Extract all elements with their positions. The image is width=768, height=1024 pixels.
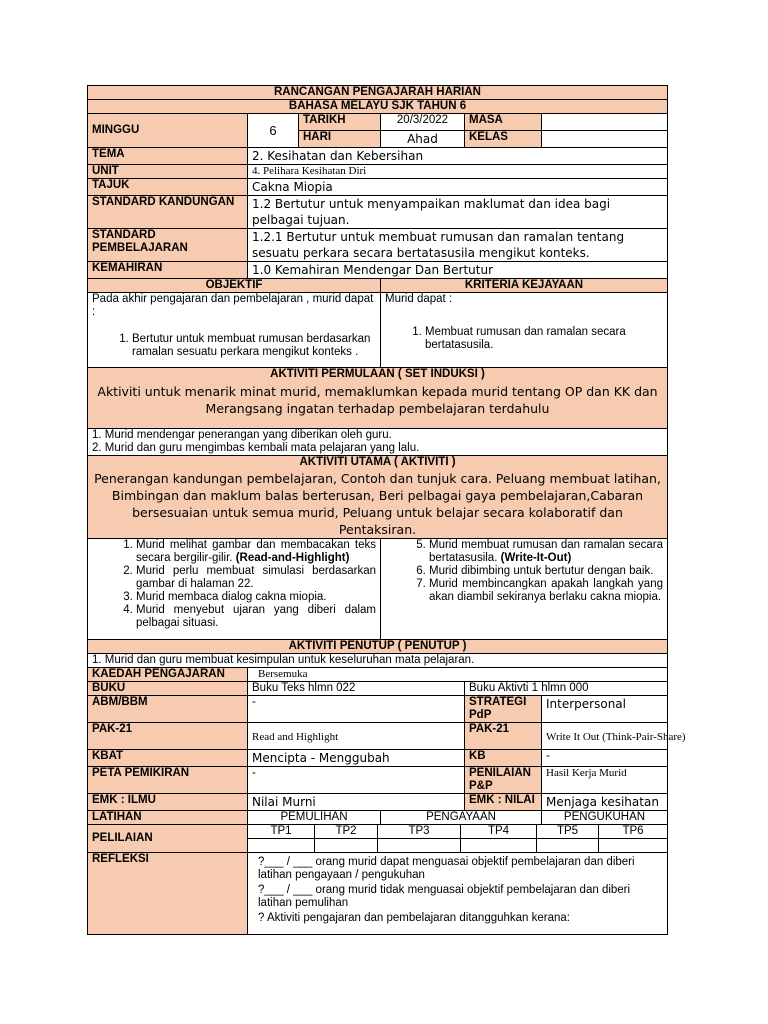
hari-value: Ahad [381,131,465,148]
buku-value-2: Buku Aktivti 1 hlmn 000 [465,681,668,695]
tp4-header: TP4 [461,824,537,838]
permulaan-lines [88,428,668,455]
plan-title: RANCANGAN PENGAJARAH HARIAN [88,86,668,100]
objektif-cell [88,293,381,368]
utama-left-cell [88,538,381,639]
read-and-highlight-tag: (Read-and-Highlight) [235,551,350,564]
kaedah-value: Bersemuka [248,667,668,681]
pelilaian-table [87,824,668,935]
kemahiran-value: 1.0 Kemahiran Mendengar Dan Bertutur [248,262,668,279]
lesson-plan-table [87,85,686,825]
masa-value [542,114,668,131]
tajuk-value: Cakna Miopia [248,179,668,196]
penilaian-value: Hasil Kerja Murid [542,766,668,793]
kelas-value [542,131,668,148]
peta-value: - [248,766,465,793]
tp3-cell [378,838,461,852]
strategi-label: STRATEGI PdP [465,695,542,722]
minggu-label: MINGGU [88,114,248,148]
tp5-cell [537,838,599,852]
permulaan-heading: AKTIVITI PERMULAAN ( SET INDUKSI ) [88,368,668,382]
buku-value-1: Buku Teks hlmn 022 [248,681,465,695]
lesson-plan-page [87,85,686,935]
utama-right-cell [381,538,668,639]
masa-label: MASA [465,114,542,131]
refleksi-line-1: ?___ / ___ orang murid dapat menguasai objektif pembelajaran dan diberi latihan pengayaan / pengukuhan [258,855,635,881]
strategi-value: Interpersonal [542,695,668,722]
tema-value: 2. Kesihatan dan Kebersihan [248,148,668,165]
utama-item-1: 1. Murid melihat gambar dan membacakan teks secara bergilir-gilir. (Read-and-Highlight) [136,539,376,565]
tema-label: TEMA [88,148,248,165]
unit-value: 4. Pelihara Kesihatan Diri [248,165,668,179]
sk-value: 1.2 Bertutur untuk menyampaikan maklumat dan idea bagi pelbagai tujuan. [248,196,668,229]
emk-ilmu-value: Nilai Murni [248,793,465,810]
buku-label: BUKU [88,681,248,695]
kriteria-item: 1. Membuat rumusan dan ramalan secara bertatasusila. [425,326,663,352]
hari-label: HARI [299,131,381,148]
objektif-intro: Pada akhir pengajaran dan pembelajaran , murid dapat : [92,293,374,318]
sk-label: STANDARD KANDUNGAN [88,196,248,229]
tp6-cell [599,838,668,852]
emk-nilai-value: Menjaga kesihatan [542,793,668,810]
utama-heading: AKTIVITI UTAMA ( AKTIVITI ) [88,455,668,469]
write-it-out-tag: (Write-It-Out) [500,551,572,564]
tp2-header: TP2 [315,824,378,838]
sp-value: 1.2.1 Bertutur untuk membuat rumusan dan ramalan tentang sesuatu perkara secara bertatasusila mengikut konteks. [248,229,668,262]
abm-label: ABM/BBM [88,695,248,722]
kbat-label: KBAT [88,749,248,766]
tp5-header: TP5 [537,824,599,838]
permulaan-desc: Aktiviti untuk menarik minat murid, memaklumkan kepada murid tentang OP dan KK dan Merangsang ingatan terhadap pembelajaran terdahulu [88,381,668,428]
tarikh-label: TARIKH [299,114,381,131]
objektif-item: 1. Bertutur untuk membuat rumusan berdasarkan ramalan sesuatu perkara mengikut konteks . [132,333,376,359]
kb-label: KB [465,749,542,766]
sp-label: STANDARD PEMBELAJARAN [88,229,248,262]
tp1-header: TP1 [248,824,315,838]
refleksi-label: REFLEKSI [88,852,248,934]
tajuk-label: TAJUK [88,179,248,196]
latihan-label: LATIHAN [88,810,248,824]
tp6-header: TP6 [599,824,668,838]
kriteria-heading: KRITERIA KEJAYAAN [381,279,668,293]
tarikh-value: 20/3/2022 [381,114,465,131]
tp2-cell [315,838,378,852]
pengayaan-header: PENGAYAAN [381,810,542,824]
penutup-line-1: 1. Murid dan guru membuat kesimpulan untuk keseluruhan mata pelajaran. [88,653,668,667]
unit-label: UNIT [88,165,248,179]
minggu-value: 6 [248,114,299,148]
pak2-label: PAK-21 [465,722,542,749]
tp4-cell [461,838,537,852]
peta-label: PETA PEMIKIRAN [88,766,248,793]
pak-label: PAK-21 [88,722,248,749]
refleksi-cell [248,852,668,934]
pak-value: Read and Highlight [248,722,465,749]
pak2-value: Write It Out (Think-Pair-Share) [542,722,668,749]
kemahiran-label: KEMAHIRAN [88,262,248,279]
refleksi-line-3: ? Aktiviti pengajaran dan pembelajaran ditangguhkan kerana: [258,911,570,924]
utama-item-6: 6. Murid dibimbing untuk bertutur dengan baik. [429,565,663,578]
kaedah-label: KAEDAH PENGAJARAN [88,667,248,681]
kbat-value: Mencipta - Menggubah [248,749,465,766]
penutup-heading: AKTIVITI PENUTUP ( PENUTUP ) [88,639,668,653]
abm-value: - [248,695,465,722]
kriteria-intro: Murid dapat : [385,293,453,305]
utama-item-7: 7. Murid membincangkan apakah langkah yang akan diambil sekiranya berlaku cakna miopia. [429,578,663,604]
permulaan-line-1: 1. Murid mendengar penerangan yang diberikan oleh guru. [92,428,392,441]
refleksi-line-2: ?___ / ___ orang murid tidak menguasai objektif pembelajaran dan diberi latihan pemulihan [258,883,631,909]
utama-item-4: 4. Murid menyebut ujaran yang diberi dalam pelbagai situasi. [136,604,376,630]
permulaan-line-2: 2. Murid dan guru mengimbas kembali mata pelajaran yang lalu. [92,441,420,454]
objektif-heading: OBJEKTIF [88,279,381,293]
utama-desc: Penerangan kandungan pembelajaran, Contoh dan tunjuk cara. Peluang membuat latihan, Bimbingan dan maklum balas berterusan, Beri pelbagai gaya pembelajaran,Cabaran bersesuaian untuk semua murid, Peluang untuk belajar secara kolaboratif dan Pentaksiran. [88,469,668,539]
penilaian-label: PENILAIAN P&P [465,766,542,793]
tp3-header: TP3 [378,824,461,838]
kriteria-cell [381,293,668,368]
utama-item-5: 5. Murid membuat rumusan dan ramalan secara bertatasusila. (Write-It-Out) [429,539,663,565]
pemulihan-header: PEMULIHAN [248,810,381,824]
kb-value: - [542,749,668,766]
emk-nilai-label: EMK : NILAI [465,793,542,810]
utama-item-2: 2. Murid perlu membuat simulasi berdasarkan gambar di halaman 22. [136,565,376,591]
utama-item-3: 3. Murid membaca dialog cakna miopia. [136,591,376,604]
plan-subtitle: BAHASA MELAYU SJK TAHUN 6 [88,100,668,114]
pengukuhan-header: PENGUKUHAN [542,810,668,824]
pelilaian-label: PELILAIAN [88,824,248,852]
tp1-cell [248,838,315,852]
kelas-label: KELAS [465,131,542,148]
emk-ilmu-label: EMK : ILMU [88,793,248,810]
